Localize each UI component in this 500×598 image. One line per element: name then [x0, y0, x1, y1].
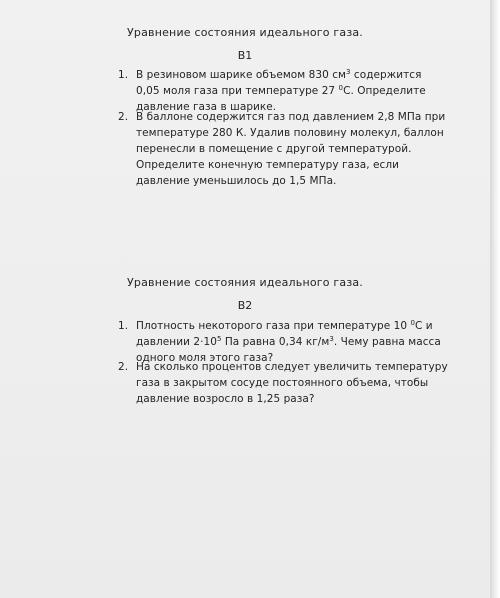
- section1-title: Уравнение состояния идеального газа.: [126, 26, 364, 39]
- section2-variant: В2: [237, 299, 253, 312]
- problem-line: В баллоне содержится газ под давлением 2,8 МПа при: [136, 111, 446, 123]
- problem-number: 2.: [118, 111, 129, 123]
- problem-line: 0,05 моля газа при температуре 27 $^0$С. Определите: [136, 84, 426, 97]
- problem-line: давление возросло в 1,25 раза?: [136, 393, 315, 405]
- problem-line: В резиновом шарике объемом 830 $см^3$ содержится: [136, 68, 422, 81]
- problem-line: Плотность некоторого газа при температуре 10 $^0$С и: [136, 319, 433, 332]
- section2-title: Уравнение состояния идеального газа.: [126, 276, 364, 289]
- section1-variant: В1: [237, 49, 253, 62]
- problem-line: перенесли в помещение с другой температурой.: [136, 143, 412, 155]
- problem-line: газа в закрытом сосуде постоянного объема, чтобы: [136, 377, 429, 389]
- problem-line: давлении $2\cdot 10^5$ Па равна 0,34 $кг/м^3$. Чему равна масса: [136, 335, 441, 348]
- problem-b1-2: [118, 110, 488, 190]
- problem-number: 1.: [118, 320, 129, 332]
- problem-line: Определите конечную температуру газа, если: [136, 159, 399, 171]
- scan-edge: [490, 0, 500, 598]
- problem-line: давление уменьшилось до 1,5 МПа.: [136, 175, 337, 187]
- problem-line: одного моля этого газа?: [136, 352, 274, 364]
- problem-line: температуре 280 К. Удалив половину молекул, баллон: [136, 127, 444, 139]
- problem-line: давление газа в шарике.: [136, 101, 277, 113]
- problem-line: На сколько процентов следует увеличить температуру: [136, 361, 448, 373]
- problem-b2-2: [118, 360, 488, 408]
- problem-number: 2.: [118, 361, 129, 373]
- problem-number: 1.: [118, 69, 129, 81]
- problem-b1-1: [118, 68, 488, 116]
